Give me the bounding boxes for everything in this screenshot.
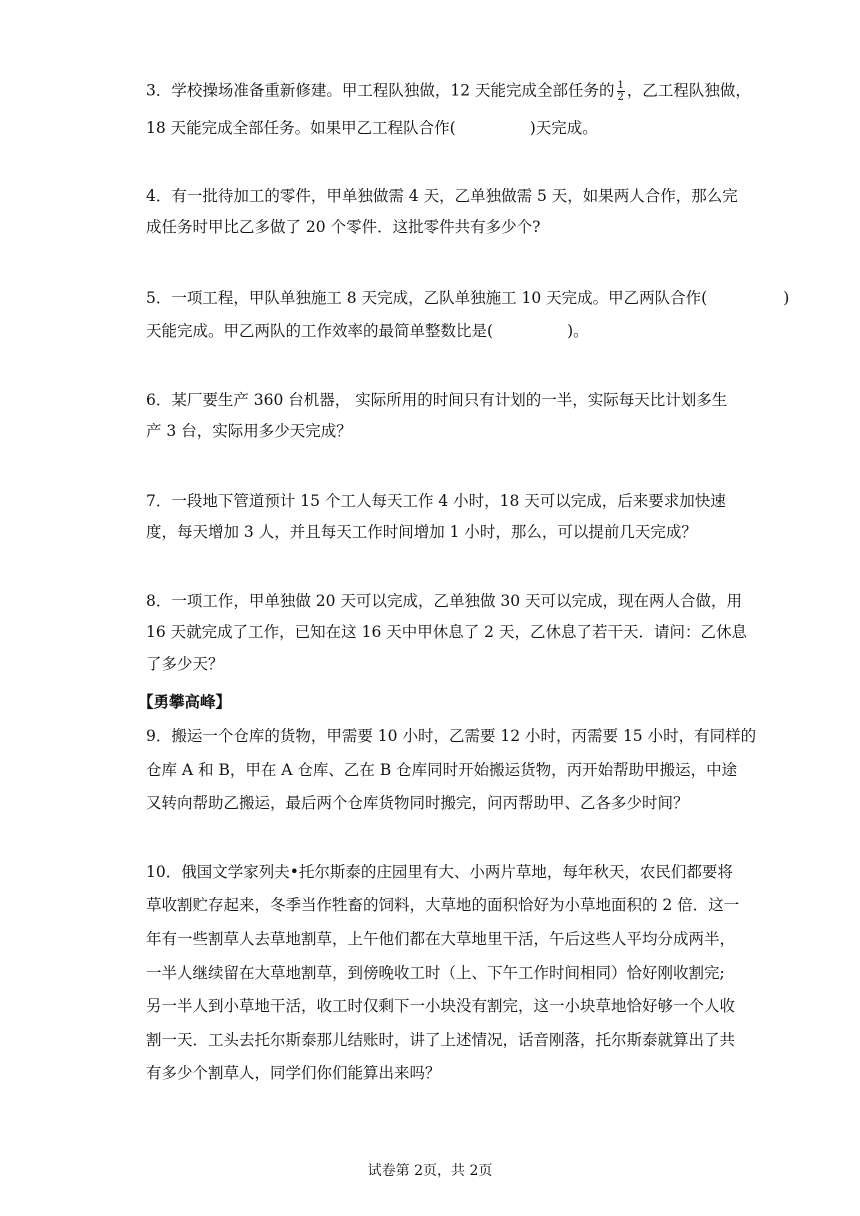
problem-8-line-3: 了多少天？ — [146, 655, 224, 673]
problem-10-line-1: 10．俄国文学家列夫•托尔斯泰的庄园里有大、小两片草地，每年秋天，农民们都要将 — [146, 863, 733, 881]
problem-5-text-a: 5．一项工程，甲队单独施工 8 天完成，乙队单独施工 10 天完成。甲乙两队合作( — [146, 289, 708, 307]
page-footer: 试卷第 2页，共 2页 — [367, 1163, 493, 1179]
problem-6-line-2: 产 3 台，实际用多少天完成？ — [146, 422, 352, 440]
problem-5-text-b: ) — [783, 289, 790, 307]
problem-3-text-b: ，乙工程队独做， — [626, 81, 751, 100]
problem-9-line-3: 又转向帮助乙搬运，最后两个仓库货物同时搬完，问丙帮助甲、乙各多少时间？ — [146, 794, 689, 812]
problem-6-line-1: 6．某厂要生产 360 台机器， 实际所用的时间只有计划的一半，实际每天比计划多生 — [146, 391, 728, 409]
problem-8-line-2: 16 天就完成了工作，已知在这 16 天中甲休息了 2 天，乙休息了若干天．请问：乙休息 — [146, 623, 747, 641]
problem-3-line-2 — [146, 118, 598, 138]
problem-7-line-2: 度，每天增加 3 人，并且每天工作时间增加 1 小时，那么，可以提前几天完成？ — [146, 523, 697, 541]
section-heading: 【勇攀高峰】 — [138, 693, 232, 711]
problem-10-line-7: 有多少个割草人，同学们你们能算出来吗？ — [146, 1064, 441, 1082]
problem-5-text-d: )。 — [567, 322, 589, 340]
problem-3-text-c: 18 天能完成全部任务。如果甲乙工程队合作( — [146, 119, 456, 137]
fraction-numerator: 1 — [617, 80, 624, 91]
problem-10-line-2: 草收割贮存起来，冬季当作牲畜的饲料，大草地的面积恰好为小草地面积的 2 倍．这一 — [146, 896, 740, 914]
problem-9-line-1: 9．搬运一个仓库的货物，甲需要 10 小时，乙需要 12 小时，丙需要 15 小时，有同样的 — [146, 727, 757, 745]
problem-9-line-2: 仓库 A 和 B，甲在 A 仓库、乙在 B 仓库同时开始搬运货物，丙开始帮助甲搬运，中途 — [146, 761, 738, 779]
problem-4-line-1: 4．有一批待加工的零件，甲单独做需 4 天，乙单独做需 5 天，如果两人合作，那么完 — [146, 187, 738, 205]
fraction-denominator: 2 — [617, 92, 624, 103]
problem-4-line-2: 成任务时甲比乙多做了 20 个零件．这批零件共有多少个? — [146, 218, 541, 236]
problem-10-line-4: 一半人继续留在大草地割草，到傍晚收工时（上、下午工作时间相同）恰好刚收割完; — [146, 964, 725, 982]
problem-5-text-c: 天能完成。甲乙两队的工作效率的最简单整数比是( — [146, 322, 494, 340]
problem-10-line-6: 割一天．工头去托尔斯泰那儿结账时，讲了上述情况，话音刚落，托尔斯泰就算出了共 — [146, 1031, 736, 1049]
problem-10-line-5: 另一半人到小草地干活，收工时仅剩下一小块没有割完，这一小块草地恰好够一个人收 — [146, 997, 736, 1015]
problem-3-line-1 — [146, 80, 751, 103]
problem-3-text-a: 3．学校操场准备重新修建。甲工程队独做，12 天能完成全部任务的 — [146, 81, 615, 100]
problem-5-line-1 — [146, 288, 789, 308]
problem-5-line-2 — [146, 321, 589, 341]
problem-7-line-1: 7．一段地下管道预计 15 个工人每天工作 4 小时，18 天可以完成，后来要求加快速 — [146, 492, 726, 510]
problem-8-line-1: 8．一项工作，甲单独做 20 天可以完成，乙单独做 30 天可以完成，现在两人合做，用 — [146, 592, 743, 610]
problem-3-text-d: )天完成。 — [529, 119, 598, 137]
fraction-one-half — [617, 80, 625, 103]
problem-10-line-3: 年有一些割草人去草地割草，上午他们都在大草地里干活，午后这些人平均分成两半， — [146, 930, 736, 948]
